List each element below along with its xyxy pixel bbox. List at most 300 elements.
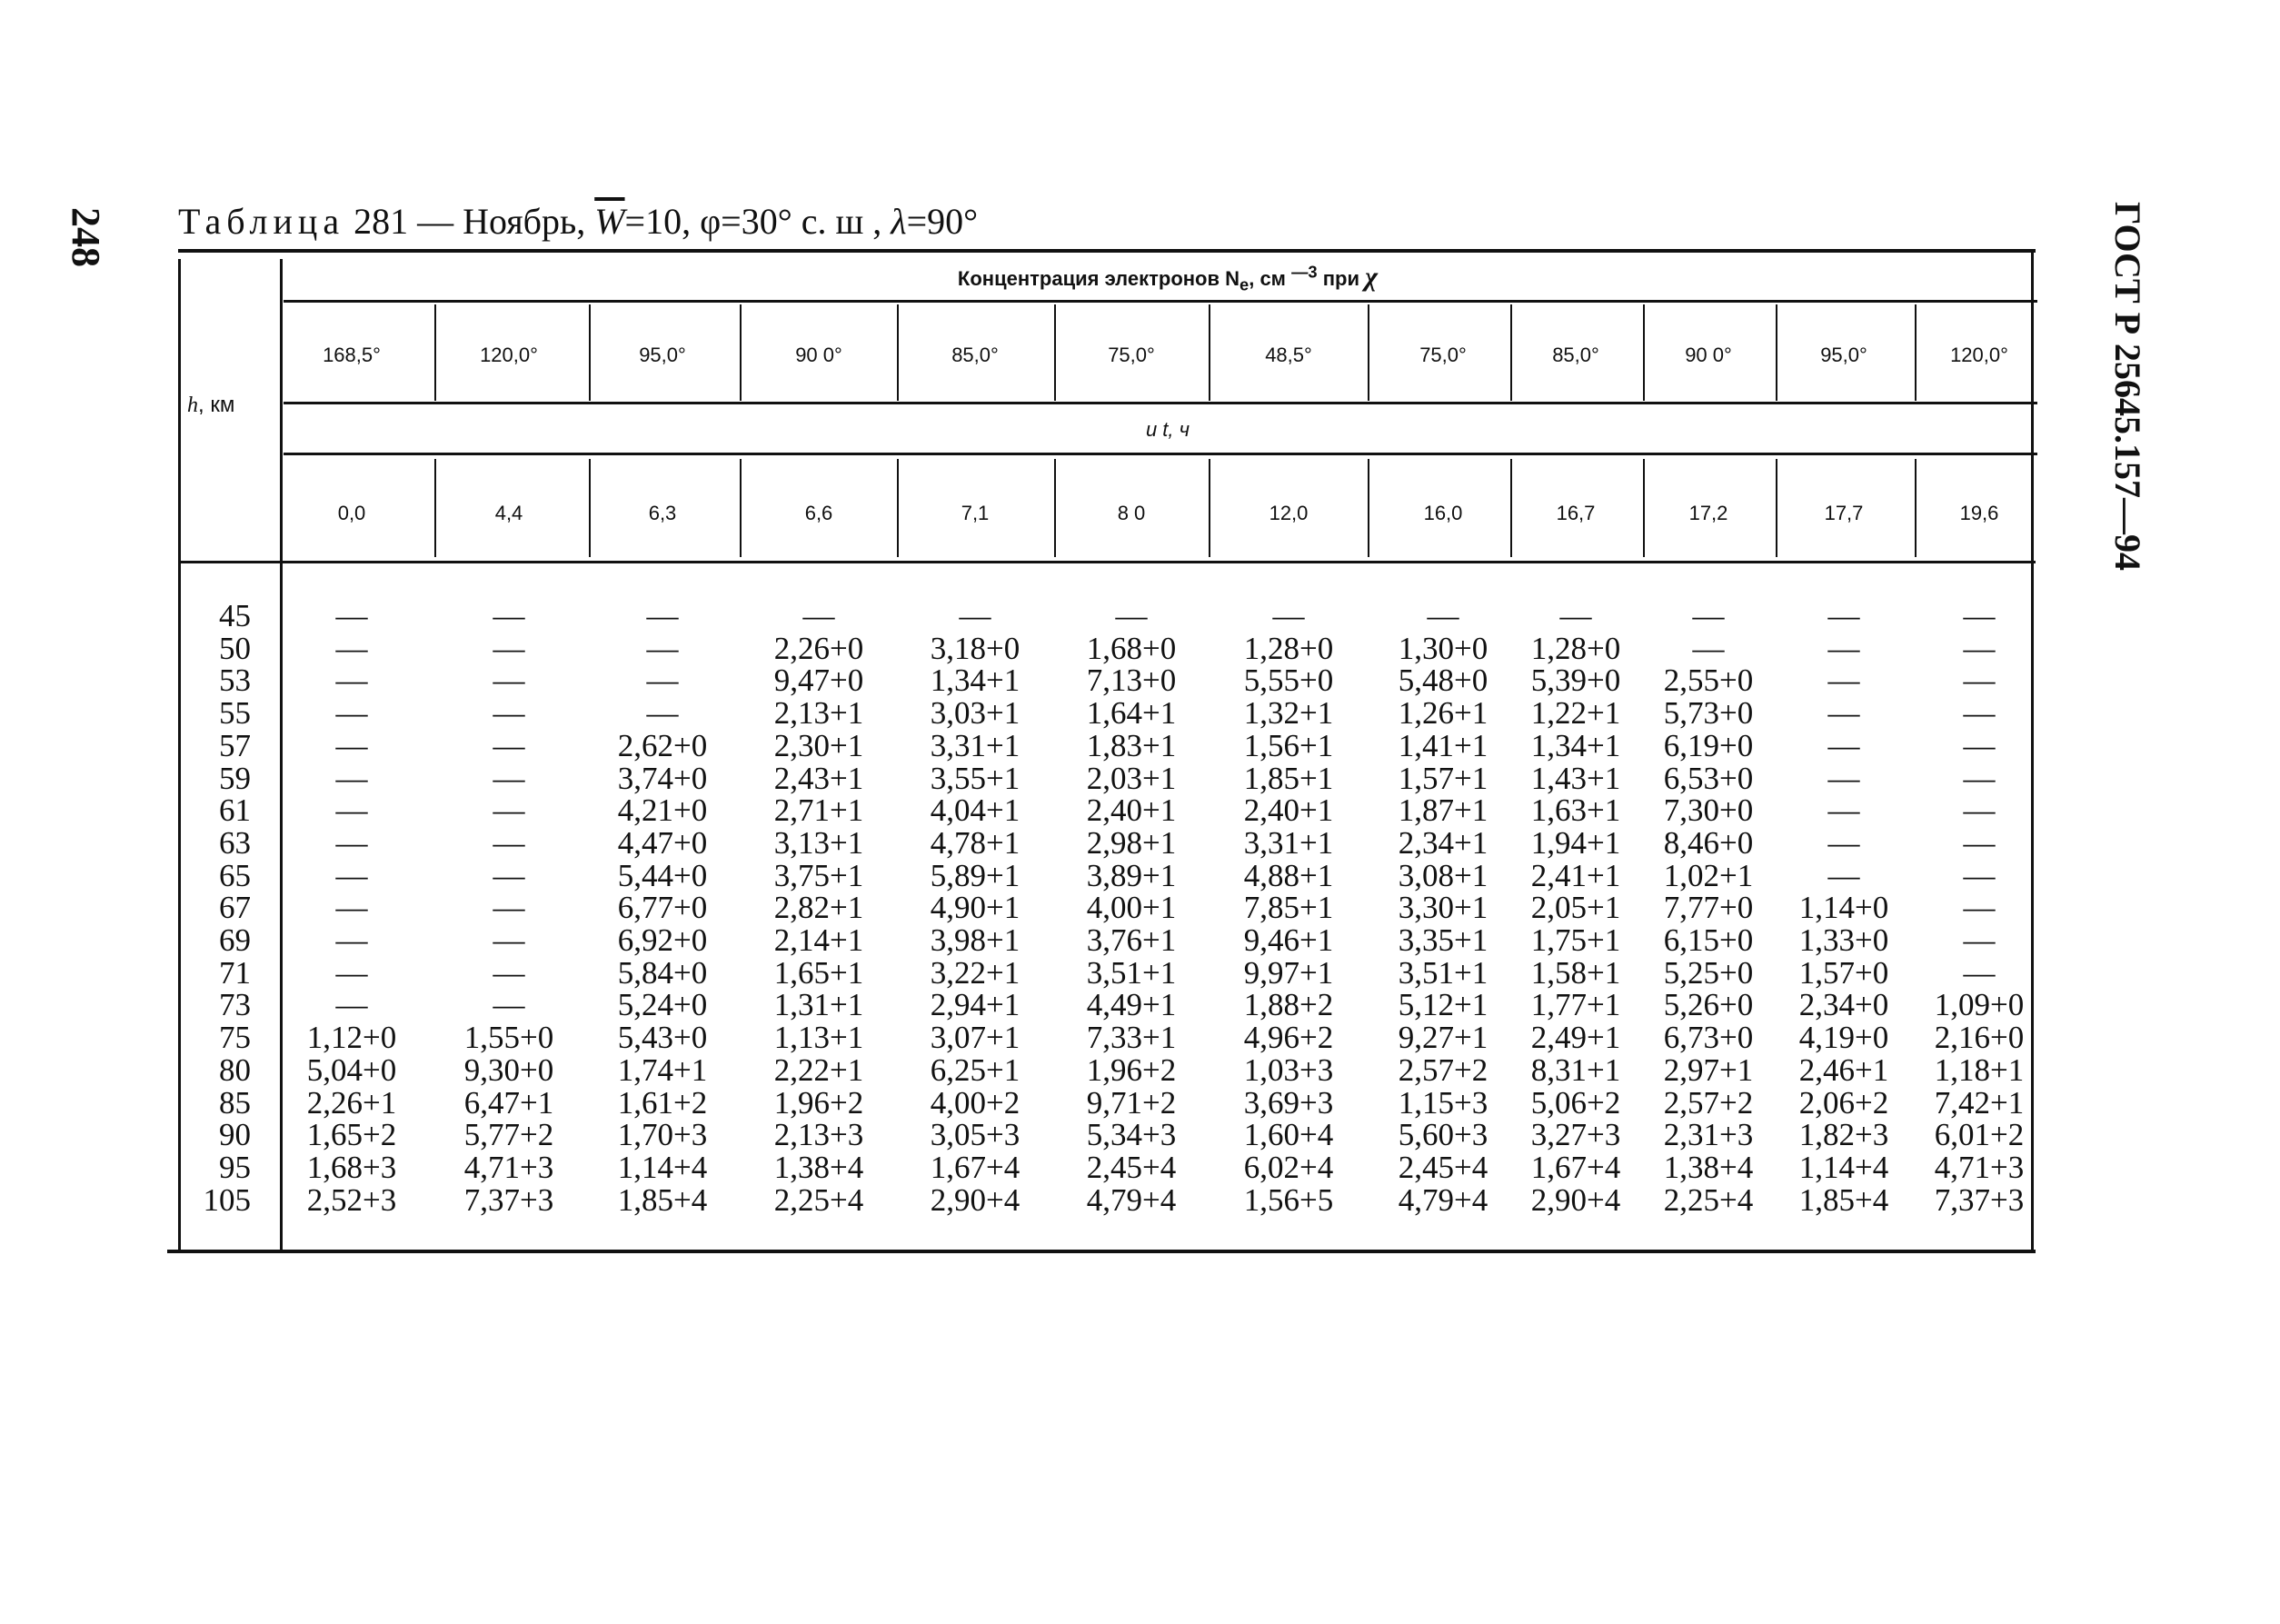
- chi-value: 90 0°: [795, 344, 842, 366]
- table-cell: 4,71+3: [463, 1150, 554, 1185]
- table-cell: 3,27+3: [1530, 1117, 1621, 1152]
- rule-divider-chi-5: [1054, 304, 1056, 401]
- table-cell: 2,45+4: [1398, 1150, 1488, 1185]
- table-cell: 6,01+2: [1934, 1117, 2025, 1152]
- table-cell: 6,92+0: [617, 922, 708, 958]
- table-cell: —: [335, 955, 368, 991]
- table-cell: 2,71+1: [773, 792, 864, 828]
- table-cell: 3,75+1: [773, 858, 864, 893]
- table-cell: 3,74+0: [617, 761, 708, 796]
- table-cell: 9,97+1: [1243, 955, 1334, 991]
- time-value: 12,0: [1269, 502, 1309, 524]
- table-cell: 2,62+0: [617, 728, 708, 763]
- table-cell: 3,03+1: [930, 695, 1021, 731]
- table-cell: —: [1963, 663, 1996, 698]
- table-cell: 1,30+0: [1398, 631, 1488, 666]
- caption-w-symbol: $\overline{W}$: [594, 201, 625, 242]
- table-cell: 2,45+4: [1086, 1150, 1177, 1185]
- table-cell: 1,67+4: [930, 1150, 1021, 1185]
- table-cell: 1,43+1: [1530, 761, 1621, 796]
- table-cell: —: [335, 922, 368, 958]
- table-cell: 1,67+4: [1530, 1150, 1621, 1185]
- table-cell: 2,30+1: [773, 728, 864, 763]
- table-cell: —: [493, 858, 525, 893]
- table-cell: 1,55+0: [463, 1020, 554, 1055]
- table-cell: 1,74+1: [617, 1052, 708, 1088]
- height-value: 61: [219, 792, 251, 828]
- table-cell: 1,34+1: [1530, 728, 1621, 763]
- table-cell: 1,41+1: [1398, 728, 1488, 763]
- table-cell: 3,31+1: [930, 728, 1021, 763]
- table-cell: —: [493, 792, 525, 828]
- table-cell: 4,00+1: [1086, 890, 1177, 925]
- table-cell: 2,25+4: [1663, 1182, 1754, 1218]
- caption-lambda-symbol: λ: [891, 201, 907, 242]
- table-cell: —: [1559, 598, 1592, 633]
- table-cell: —: [646, 631, 679, 666]
- table-cell: 2,13+1: [773, 695, 864, 731]
- table-cell: 1,28+0: [1243, 631, 1334, 666]
- time-value: 4,4: [494, 502, 523, 524]
- rule-divider-chi-7: [1368, 304, 1369, 401]
- time-value: 6,6: [804, 502, 833, 524]
- table-cell: 1,09+0: [1934, 987, 2025, 1022]
- table-cell: 5,48+0: [1398, 663, 1488, 698]
- table-cell: 2,25+4: [773, 1182, 864, 1218]
- chi-value: 95,0°: [1820, 344, 1867, 366]
- table-cell: 1,63+1: [1530, 792, 1621, 828]
- table-cell: 4,19+0: [1798, 1020, 1889, 1055]
- table-cell: 3,18+0: [930, 631, 1021, 666]
- table-cell: 1,57+1: [1398, 761, 1488, 796]
- height-value: 57: [219, 728, 251, 763]
- rule-bottom: [167, 1250, 2036, 1253]
- chi-value: 120,0°: [1950, 344, 2008, 366]
- table-cell: —: [335, 761, 368, 796]
- table-cell: 5,89+1: [930, 858, 1021, 893]
- time-value: 16,7: [1556, 502, 1596, 524]
- table-cell: 1,85+4: [1798, 1182, 1889, 1218]
- table-cell: 1,26+1: [1398, 695, 1488, 731]
- table-cell: —: [959, 598, 991, 633]
- table-cell: —: [1963, 890, 1996, 925]
- table-cell: 7,30+0: [1663, 792, 1754, 828]
- time-value: 0,0: [337, 502, 366, 524]
- table-cell: —: [1963, 728, 1996, 763]
- table-cell: 2,41+1: [1530, 858, 1621, 893]
- table-cell: 5,39+0: [1530, 663, 1621, 698]
- table-cell: —: [1963, 761, 1996, 796]
- table-cell: 4,71+3: [1934, 1150, 2025, 1185]
- height-value: 65: [219, 858, 251, 893]
- table-cell: 1,14+4: [1798, 1150, 1889, 1185]
- table-cell: 6,15+0: [1663, 922, 1754, 958]
- table-cell: 4,79+4: [1398, 1182, 1488, 1218]
- table-cell: 4,78+1: [930, 825, 1021, 861]
- table-cell: —: [802, 598, 835, 633]
- height-value: 55: [219, 695, 251, 731]
- table-cell: 4,79+4: [1086, 1182, 1177, 1218]
- table-cell: —: [493, 955, 525, 991]
- chi-value: 85,0°: [1552, 344, 1599, 366]
- table-cell: 6,77+0: [617, 890, 708, 925]
- table-cell: 4,04+1: [930, 792, 1021, 828]
- height-column-header: h, км: [187, 393, 235, 417]
- rule-under-concentration: [284, 300, 2037, 303]
- table-cell: 2,57+2: [1398, 1052, 1488, 1088]
- table-cell: —: [493, 987, 525, 1022]
- table-cell: 1,85+4: [617, 1182, 708, 1218]
- chi-value: 85,0°: [951, 344, 999, 366]
- height-value: 50: [219, 631, 251, 666]
- table-cell: 1,68+3: [306, 1150, 397, 1185]
- table-cell: —: [335, 987, 368, 1022]
- table-cell: 3,89+1: [1086, 858, 1177, 893]
- table-cell: 3,08+1: [1398, 858, 1488, 893]
- table-cell: 2,52+3: [306, 1182, 397, 1218]
- table-cell: 9,46+1: [1243, 922, 1334, 958]
- table-cell: 2,03+1: [1086, 761, 1177, 796]
- table-cell: 6,02+4: [1243, 1150, 1334, 1185]
- table-cell: —: [493, 631, 525, 666]
- height-value: 59: [219, 761, 251, 796]
- table-cell: —: [1427, 598, 1459, 633]
- table-cell: 2,31+3: [1663, 1117, 1754, 1152]
- table-cell: 3,55+1: [930, 761, 1021, 796]
- table-cell: 1,14+0: [1798, 890, 1889, 925]
- table-cell: —: [335, 825, 368, 861]
- table-cell: 9,27+1: [1398, 1020, 1488, 1055]
- rule-header-bottom: [178, 561, 2036, 563]
- table-cell: 2,82+1: [773, 890, 864, 925]
- table-cell: 3,07+1: [930, 1020, 1021, 1055]
- table-cell: —: [335, 792, 368, 828]
- table-cell: 7,33+1: [1086, 1020, 1177, 1055]
- table-cell: 2,40+1: [1243, 792, 1334, 828]
- chi-value: 48,5°: [1265, 344, 1312, 366]
- table-cell: —: [646, 598, 679, 633]
- table-cell: 2,98+1: [1086, 825, 1177, 861]
- chi-value: 168,5°: [323, 344, 381, 366]
- table-cell: 1,13+1: [773, 1020, 864, 1055]
- table-cell: 5,26+0: [1663, 987, 1754, 1022]
- table-cell: 2,90+4: [1530, 1182, 1621, 1218]
- time-value: 16,0: [1423, 502, 1463, 524]
- table-cell: —: [335, 695, 368, 731]
- table-cell: 1,61+2: [617, 1085, 708, 1121]
- table-cell: 3,13+1: [773, 825, 864, 861]
- caption-text-c: =90°: [906, 201, 979, 242]
- height-value: 80: [219, 1052, 251, 1088]
- chi-value: 90 0°: [1685, 344, 1732, 366]
- height-value: 75: [219, 1020, 251, 1055]
- table-cell: 6,53+0: [1663, 761, 1754, 796]
- table-cell: —: [1963, 955, 1996, 991]
- table-cell: 6,19+0: [1663, 728, 1754, 763]
- table-cell: —: [335, 858, 368, 893]
- table-cell: 1,85+1: [1243, 761, 1334, 796]
- height-value: 67: [219, 890, 251, 925]
- table-cell: —: [1692, 631, 1725, 666]
- table-cell: 1,12+0: [306, 1020, 397, 1055]
- page-number: 248: [64, 207, 108, 267]
- table-cell: 1,32+1: [1243, 695, 1334, 731]
- time-value: 6,3: [648, 502, 677, 524]
- table-cell: 1,14+4: [617, 1150, 708, 1185]
- table-cell: 5,73+0: [1663, 695, 1754, 731]
- table-cell: —: [1272, 598, 1305, 633]
- rule-divider-chi-4: [897, 304, 899, 401]
- table-cell: —: [493, 890, 525, 925]
- table-cell: 1,31+1: [773, 987, 864, 1022]
- table-cell: 1,83+1: [1086, 728, 1177, 763]
- rule-top: [178, 249, 2036, 253]
- table-cell: 1,64+1: [1086, 695, 1177, 731]
- height-value: 73: [219, 987, 251, 1022]
- table-cell: 1,77+1: [1530, 987, 1621, 1022]
- table-cell: —: [1963, 631, 1996, 666]
- height-value: 105: [203, 1182, 251, 1218]
- table-cell: 7,42+1: [1934, 1085, 2025, 1121]
- table-cell: 6,25+1: [930, 1052, 1021, 1088]
- table-cell: 1,96+2: [1086, 1052, 1177, 1088]
- table-cell: 6,47+1: [463, 1085, 554, 1121]
- table-cell: 4,47+0: [617, 825, 708, 861]
- table-cell: 1,38+4: [1663, 1150, 1754, 1185]
- table-cell: 1,70+3: [617, 1117, 708, 1152]
- time-value: 7,1: [961, 502, 990, 524]
- table-cell: —: [1827, 761, 1860, 796]
- time-value: 17,7: [1824, 502, 1864, 524]
- table-cell: 7,13+0: [1086, 663, 1177, 698]
- table-cell: —: [1827, 728, 1860, 763]
- table-cell: 1,60+4: [1243, 1117, 1334, 1152]
- table-cell: —: [1827, 792, 1860, 828]
- table-cell: 5,12+1: [1398, 987, 1488, 1022]
- table-cell: 5,04+0: [306, 1052, 397, 1088]
- table-cell: —: [493, 695, 525, 731]
- table-cell: —: [493, 663, 525, 698]
- table-cell: 1,65+2: [306, 1117, 397, 1152]
- table-cell: 2,16+0: [1934, 1020, 2025, 1055]
- table-cell: —: [1115, 598, 1148, 633]
- table-cell: 2,14+1: [773, 922, 864, 958]
- table-cell: 5,34+3: [1086, 1117, 1177, 1152]
- table-cell: 3,76+1: [1086, 922, 1177, 958]
- table-cell: 7,37+3: [463, 1182, 554, 1218]
- height-value: 71: [219, 955, 251, 991]
- table-cell: —: [493, 761, 525, 796]
- table-cell: 4,00+2: [930, 1085, 1021, 1121]
- table-cell: 1,18+1: [1934, 1052, 2025, 1088]
- table-cell: 1,96+2: [773, 1085, 864, 1121]
- table-cell: —: [335, 631, 368, 666]
- table-cell: 5,25+0: [1663, 955, 1754, 991]
- table-cell: 3,51+1: [1086, 955, 1177, 991]
- table-cell: 5,44+0: [617, 858, 708, 893]
- table-cell: 4,21+0: [617, 792, 708, 828]
- table-cell: —: [335, 728, 368, 763]
- height-value: 95: [219, 1150, 251, 1185]
- table-cell: 1,65+1: [773, 955, 864, 991]
- table-cell: 2,55+0: [1663, 663, 1754, 698]
- time-value: 17,2: [1688, 502, 1728, 524]
- table-cell: 8,31+1: [1530, 1052, 1621, 1088]
- table-cell: —: [1963, 792, 1996, 828]
- table-cell: 1,75+1: [1530, 922, 1621, 958]
- table-cell: 3,35+1: [1398, 922, 1488, 958]
- table-cell: 1,94+1: [1530, 825, 1621, 861]
- table-cell: 3,05+3: [930, 1117, 1021, 1152]
- table-cell: 2,40+1: [1086, 792, 1177, 828]
- table-cell: 4,49+1: [1086, 987, 1177, 1022]
- table-cell: —: [646, 663, 679, 698]
- table-cell: —: [1963, 598, 1996, 633]
- table-cell: 8,46+0: [1663, 825, 1754, 861]
- document-code: ГОСТ Р 25645.157—94: [2107, 202, 2148, 572]
- table-cell: —: [493, 728, 525, 763]
- table-caption: [178, 200, 978, 243]
- table-cell: 5,24+0: [617, 987, 708, 1022]
- table-cell: 2,06+2: [1798, 1085, 1889, 1121]
- table-cell: 3,30+1: [1398, 890, 1488, 925]
- table-cell: —: [1963, 922, 1996, 958]
- table-cell: —: [1827, 598, 1860, 633]
- table-cell: —: [493, 598, 525, 633]
- table-cell: —: [493, 825, 525, 861]
- rule-divider-time-6: [1209, 459, 1210, 557]
- table-cell: 3,69+3: [1243, 1085, 1334, 1121]
- table-cell: 2,26+0: [773, 631, 864, 666]
- table-cell: 2,22+1: [773, 1052, 864, 1088]
- rule-under-time-label: [284, 453, 2037, 455]
- chi-value: 120,0°: [480, 344, 538, 366]
- table-cell: 7,37+3: [1934, 1182, 2025, 1218]
- table-cell: 2,46+1: [1798, 1052, 1889, 1088]
- table-cell: 1,68+0: [1086, 631, 1177, 666]
- table-cell: —: [1827, 663, 1860, 698]
- table-cell: 2,90+4: [930, 1182, 1021, 1218]
- table-cell: —: [335, 598, 368, 633]
- caption-label: Таблица: [178, 201, 345, 242]
- table-cell: 1,87+1: [1398, 792, 1488, 828]
- table-cell: —: [335, 663, 368, 698]
- concentration-header: Концентрация электронов $N_e$, см $^{—3}$ при χ: [957, 262, 1379, 294]
- table-cell: —: [1963, 825, 1996, 861]
- table-cell: 1,58+1: [1530, 955, 1621, 991]
- table-cell: 2,43+1: [773, 761, 864, 796]
- table-cell: 1,22+1: [1530, 695, 1621, 731]
- time-value: 8 0: [1117, 502, 1146, 524]
- table-cell: 9,71+2: [1086, 1085, 1177, 1121]
- table-cell: 5,77+2: [463, 1117, 554, 1152]
- table-cell: 1,34+1: [930, 663, 1021, 698]
- table-cell: 3,51+1: [1398, 955, 1488, 991]
- height-value: 53: [219, 663, 251, 698]
- rule-divider-chi-3: [740, 304, 742, 401]
- table-cell: 4,96+2: [1243, 1020, 1334, 1055]
- table-cell: 5,43+0: [617, 1020, 708, 1055]
- table-cell: 2,34+0: [1798, 987, 1889, 1022]
- chi-value: 95,0°: [639, 344, 686, 366]
- table-cell: —: [1827, 858, 1860, 893]
- table-cell: 2,94+1: [930, 987, 1021, 1022]
- height-value: 45: [219, 598, 251, 633]
- table-cell: 1,28+0: [1530, 631, 1621, 666]
- table-cell: —: [1827, 825, 1860, 861]
- table-cell: —: [646, 695, 679, 731]
- table-cell: 5,06+2: [1530, 1085, 1621, 1121]
- table-cell: 2,57+2: [1663, 1085, 1754, 1121]
- table-cell: 2,26+1: [306, 1085, 397, 1121]
- table-cell: 2,13+3: [773, 1117, 864, 1152]
- rule-divider-time-7: [1368, 459, 1369, 557]
- table-cell: 1,03+3: [1243, 1052, 1334, 1088]
- table-cell: 2,97+1: [1663, 1052, 1754, 1088]
- rule-divider-chi-6: [1209, 304, 1210, 401]
- table-cell: 1,33+0: [1798, 922, 1889, 958]
- caption-number: 281: [353, 201, 409, 242]
- rule-divider-time-4: [897, 459, 899, 557]
- table-cell: 2,34+1: [1398, 825, 1488, 861]
- table-cell: —: [1692, 598, 1725, 633]
- table-cell: 3,98+1: [930, 922, 1021, 958]
- table-cell: 1,82+3: [1798, 1117, 1889, 1152]
- table-cell: 1,56+5: [1243, 1182, 1334, 1218]
- table-cell: 4,88+1: [1243, 858, 1334, 893]
- table-cell: 5,55+0: [1243, 663, 1334, 698]
- table-cell: 5,84+0: [617, 955, 708, 991]
- table-cell: —: [493, 922, 525, 958]
- caption-text-a: — Ноябрь,: [417, 201, 586, 242]
- table-cell: 2,05+1: [1530, 890, 1621, 925]
- rule-divider-time-5: [1054, 459, 1056, 557]
- table-cell: —: [1963, 695, 1996, 731]
- table-cell: 3,22+1: [930, 955, 1021, 991]
- height-value: 85: [219, 1085, 251, 1121]
- height-value: 69: [219, 922, 251, 958]
- table-cell: 1,57+0: [1798, 955, 1889, 991]
- table-cell: 9,30+0: [463, 1052, 554, 1088]
- rule-under-chi: [284, 402, 2037, 404]
- chi-value: 75,0°: [1108, 344, 1155, 366]
- table-cell: 1,88+2: [1243, 987, 1334, 1022]
- table-cell: 9,47+0: [773, 663, 864, 698]
- table-cell: —: [1827, 631, 1860, 666]
- table-cell: —: [335, 890, 368, 925]
- table-cell: 6,73+0: [1663, 1020, 1754, 1055]
- table-cell: 4,90+1: [930, 890, 1021, 925]
- table-cell: 1,02+1: [1663, 858, 1754, 893]
- table-cell: 1,56+1: [1243, 728, 1334, 763]
- time-value: 19,6: [1959, 502, 1999, 524]
- caption-text-b: =10, φ=30° с. ш ,: [624, 201, 882, 242]
- table-cell: 7,85+1: [1243, 890, 1334, 925]
- time-header: и t, ч: [1145, 418, 1190, 441]
- table-cell: 1,38+4: [773, 1150, 864, 1185]
- table-cell: 5,60+3: [1398, 1117, 1488, 1152]
- table-cell: 2,49+1: [1530, 1020, 1621, 1055]
- rule-divider-time-3: [740, 459, 742, 557]
- table-cell: 1,15+3: [1398, 1085, 1488, 1121]
- height-value: 63: [219, 825, 251, 861]
- table-cell: 7,77+0: [1663, 890, 1754, 925]
- height-value: 90: [219, 1117, 251, 1152]
- table-cell: 3,31+1: [1243, 825, 1334, 861]
- chi-value: 75,0°: [1419, 344, 1467, 366]
- table-cell: —: [1963, 858, 1996, 893]
- table-cell: —: [1827, 695, 1860, 731]
